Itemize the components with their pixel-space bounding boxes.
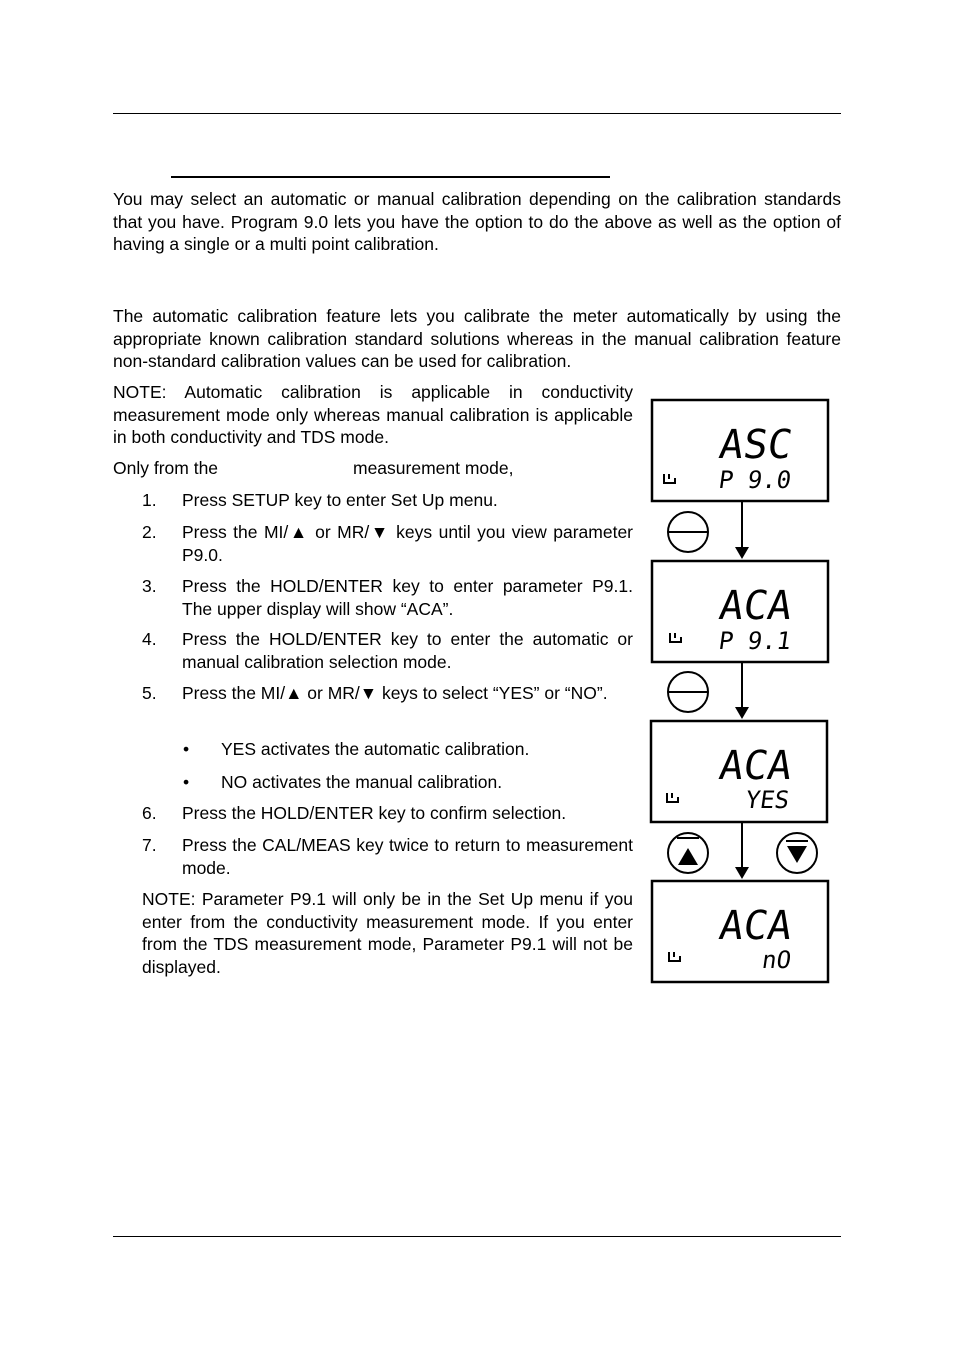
up-key-icon: [668, 833, 708, 873]
note-p91-visibility: NOTE: Parameter P9.1 will only be in the Set Up menu if you enter from the conductivity measurement mode. If you enter from the TDS measurement mode, Parameter P9.1 will not be displayed.: [142, 889, 633, 977]
lcd-display-1: [652, 400, 828, 501]
bullet-text: YES activates the automatic calibration.: [221, 739, 530, 759]
step-number: 4.: [142, 629, 157, 649]
step-text: Press SETUP key to enter Set Up menu.: [182, 490, 498, 510]
step-text: Press the HOLD/ENTER key to enter the automatic or manual calibration selection mode.: [182, 629, 633, 672]
enter-key-icon: [668, 512, 708, 552]
step-text: Press the MI/▲ or MR/▼ keys until you view parameter P9.0.: [182, 522, 633, 565]
lcd-upper-reading: ACA: [716, 743, 796, 789]
step-number: 6.: [142, 803, 157, 823]
section-heading-underline: [171, 176, 610, 178]
footer-rule: [113, 1236, 841, 1237]
lcd-lower-reading: P 9.0: [716, 466, 794, 494]
flow-arrow-3: [735, 822, 749, 879]
flow-arrow-2: [735, 662, 749, 719]
only-from-prefix: Only from the: [113, 458, 219, 478]
lcd-display-flow-diagram: [640, 390, 840, 990]
bullet-dot: •: [183, 739, 190, 759]
only-from-suffix: measurement mode,: [353, 458, 514, 478]
lcd-display-3: [651, 721, 827, 822]
bullet-text: NO activates the manual calibration.: [221, 772, 503, 792]
note-applicability: NOTE: Automatic calibration is applicable in conductivity measurement mode only whereas manual calibration is applicable in both conductivity and TDS mode.: [113, 382, 633, 447]
step-number: 5.: [142, 683, 157, 703]
lcd-upper-reading: ASC: [716, 422, 796, 468]
lcd-upper-reading: ACA: [716, 903, 796, 949]
lcd-display-2: [652, 561, 828, 662]
enter-key-icon: [668, 672, 708, 712]
step-text: Press the MI/▲ or MR/▼ keys to select “YES” or “NO”.: [182, 683, 608, 703]
lcd-display-4: [652, 881, 828, 982]
step-number: 2.: [142, 522, 157, 542]
down-key-icon: [777, 833, 817, 873]
automatic-calibration-paragraph: The automatic calibration feature lets you calibrate the meter automatically by using the appropriate known calibration standard solutions whereas in the manual calibration feature non-standard calibration values can be used for calibration.: [113, 306, 841, 371]
lcd-upper-reading: ACA: [716, 583, 796, 629]
lcd-lower-reading: P 9.1: [716, 627, 794, 655]
header-rule: [113, 113, 841, 114]
flow-arrow-1: [735, 501, 749, 559]
step-number: 1.: [142, 490, 157, 510]
only-from-line: [113, 457, 633, 480]
step-number: 3.: [142, 576, 157, 596]
bullet-dot: •: [183, 772, 190, 792]
step-text: Press the HOLD/ENTER key to enter parameter P9.1. The upper display will show “ACA”.: [182, 576, 633, 619]
step-text: Press the HOLD/ENTER key to confirm selection.: [182, 803, 567, 823]
lcd-lower-reading: nO: [760, 946, 794, 974]
step-number: 7.: [142, 835, 157, 855]
intro-paragraph: You may select an automatic or manual calibration depending on the calibration standards that you have. Program 9.0 lets you have the option to do the above as well as the option of having a single or a multi point calibration.: [113, 189, 841, 254]
lcd-lower-reading: YES: [743, 786, 792, 814]
step-text: Press the CAL/MEAS key twice to return to measurement mode.: [182, 835, 633, 878]
